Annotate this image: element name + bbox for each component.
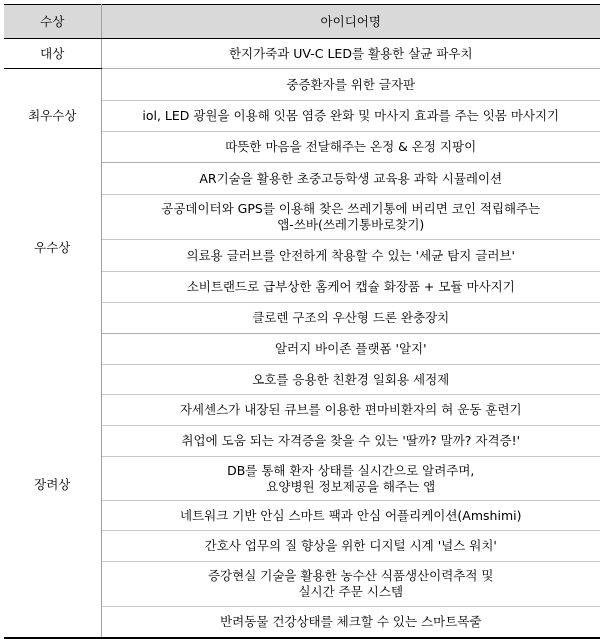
award-cell: 장려상 xyxy=(4,334,101,638)
idea-cell xyxy=(101,101,600,132)
award-cell: 우수상 xyxy=(4,163,101,334)
idea-cell xyxy=(101,562,600,607)
idea-cell xyxy=(101,395,600,426)
idea-cell xyxy=(101,457,600,501)
idea-text-line: 클로렌 구조의 우산형 드론 완충장치 xyxy=(252,310,450,325)
idea-text-line: 의료용 글러브를 안전하게 착용할 수 있는 '세균 탐지 글러브' xyxy=(186,247,515,263)
award-cell: 최우수상 xyxy=(4,69,101,163)
idea-cell xyxy=(101,163,600,195)
idea-cell xyxy=(101,607,600,638)
idea-text-line: 중증환자를 위한 글자판 xyxy=(286,76,416,92)
table-row xyxy=(4,69,600,101)
idea-text-line: 소비트랜드로 급부상한 홈케어 캡슐 화장품 + 모듈 마사지기 xyxy=(186,279,515,294)
idea-text-line: AR기술을 활용한 초중고등학생 교육용 과학 시뮬레이션 xyxy=(199,170,503,186)
idea-text-line: 오호를 응용한 친환경 일회용 세정제 xyxy=(252,371,450,387)
idea-cell xyxy=(101,426,600,457)
idea-cell xyxy=(101,240,600,272)
header-idea: 아이디어명 xyxy=(101,5,600,39)
table-row xyxy=(4,334,600,365)
awards-body xyxy=(4,39,600,638)
idea-text-line: iol, LED 광원을 이용해 잇몸 염증 완화 및 마사지 효과를 주는 잇몸 마사지기 xyxy=(142,108,560,123)
header-award: 수상 xyxy=(4,5,101,39)
idea-text-line: 앱-쓰바(쓰레기통바로찾기) xyxy=(277,217,425,232)
idea-text-line: 공공데이터와 GPS를 이용해 찾은 쓰레기통에 버리면 코인 적립해주는 xyxy=(161,201,541,216)
idea-text-line: 증강현실 기술을 활용한 농수산 식품생산이력추적 및 xyxy=(207,568,494,583)
idea-cell xyxy=(101,334,600,365)
idea-text-line: 취업에 도움 되는 자격증을 찾을 수 있는 '딸까? 말까? 자격증!' xyxy=(181,433,521,448)
idea-text-line: 한지가죽과 UV-C LED를 활용한 살균 파우치 xyxy=(228,45,473,61)
awards-table xyxy=(4,4,600,639)
idea-cell xyxy=(101,303,600,334)
idea-cell xyxy=(101,132,600,163)
header-row xyxy=(4,5,600,39)
idea-text-line: 따뜻한 마음을 전달해주는 온정 & 온정 지팡이 xyxy=(225,139,477,154)
award-cell: 대상 xyxy=(4,39,101,69)
idea-cell xyxy=(101,39,600,69)
table-row xyxy=(4,163,600,195)
idea-cell xyxy=(101,531,600,562)
idea-text-line: 실시간 주문 시스템 xyxy=(298,584,404,599)
idea-text-line: 알러지 바이존 플랫폼 '알지' xyxy=(274,341,427,356)
idea-cell xyxy=(101,501,600,531)
idea-text-line: 네트워크 기반 안심 스마트 팩과 안심 어플리케이션(Amshimi) xyxy=(180,507,522,523)
idea-cell xyxy=(101,365,600,395)
idea-cell xyxy=(101,272,600,303)
idea-text-line: 반려동물 건강상태를 체크할 수 있는 스마트목줄 xyxy=(220,613,482,629)
table-row xyxy=(4,39,600,69)
idea-text-line: 자세센스가 내장된 큐브를 이용한 편마비환자의 혀 운동 훈련기 xyxy=(179,402,522,417)
idea-text-line: 요양병원 정보제공을 해주는 앱 xyxy=(266,478,436,494)
idea-cell xyxy=(101,195,600,240)
idea-text-line: 간호사 업무의 질 향상을 위한 디지털 시계 '널스 워치' xyxy=(204,538,497,553)
idea-text-line: DB를 통해 환자 상태를 실시간으로 알려주며, xyxy=(227,462,475,478)
idea-cell xyxy=(101,69,600,101)
